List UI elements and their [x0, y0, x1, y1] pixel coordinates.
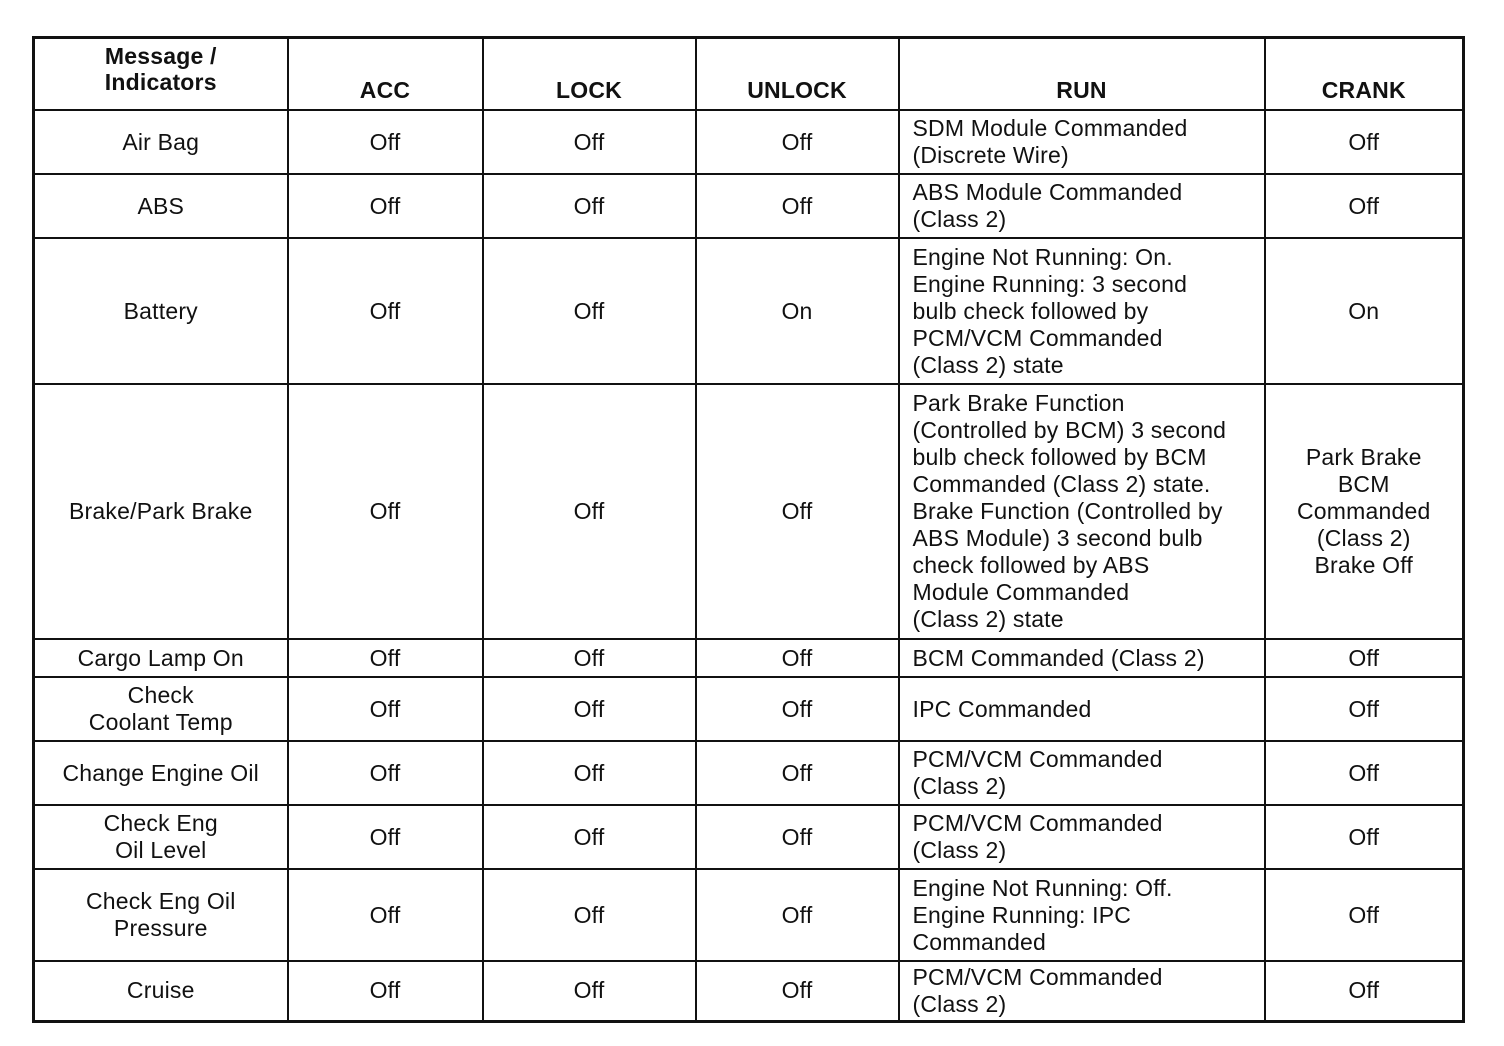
- acc-state-cell: Off: [288, 869, 483, 961]
- crank-state-cell: [1265, 384, 1464, 639]
- run-state-cell-line: Module Commanded: [912, 579, 1130, 605]
- indicator-name-cell-line: Cargo Lamp On: [77, 644, 244, 671]
- lock-state-cell: Off: [483, 174, 696, 238]
- run-state-cell-line: check followed by ABS: [912, 552, 1150, 578]
- unlock-state-cell: On: [696, 238, 899, 384]
- run-state-cell: [899, 174, 1265, 238]
- run-state-cell-line: (Class 2) state: [912, 351, 1064, 378]
- header-message-indicators: [34, 38, 288, 111]
- indicator-name-cell: [34, 174, 288, 238]
- indicator-name-cell-line: ABS: [137, 192, 185, 219]
- indicator-state-table: [32, 36, 1465, 1023]
- indicator-name-cell: [34, 677, 288, 741]
- crank-state-cell-line: Off: [1348, 823, 1380, 850]
- indicator-name-cell-line: Change Engine Oil: [62, 759, 259, 786]
- unlock-state-cell: Off: [696, 384, 899, 639]
- run-state-cell-line: bulb check followed by BCM: [912, 444, 1207, 470]
- indicator-name-cell-line: Pressure: [113, 915, 208, 941]
- unlock-state-cell: Off: [696, 961, 899, 1021]
- run-state-cell-line: (Class 2): [912, 773, 1007, 799]
- crank-state-cell: [1265, 238, 1464, 384]
- run-state-cell: [899, 741, 1265, 805]
- unlock-state-cell: Off: [696, 741, 899, 805]
- crank-state-cell-line: Off: [1348, 192, 1380, 219]
- indicator-name-cell-line: Coolant Temp: [88, 709, 233, 735]
- crank-state-cell: [1265, 110, 1464, 174]
- lock-state-cell: Off: [483, 961, 696, 1021]
- table-body: [34, 110, 1464, 1021]
- acc-state-cell: Off: [288, 961, 483, 1021]
- run-state-cell-line: PCM/VCM Commanded: [912, 746, 1163, 772]
- indicator-name-cell-line: Battery: [123, 297, 198, 324]
- run-state-cell-line: PCM/VCM Commanded: [912, 324, 1163, 351]
- lock-state-cell: Off: [483, 805, 696, 869]
- run-state-cell-line: SDM Module Commanded: [912, 115, 1188, 141]
- run-state-cell-line: PCM/VCM Commanded: [912, 810, 1163, 836]
- run-state-cell-line: (Discrete Wire): [912, 142, 1069, 168]
- acc-state-cell: Off: [288, 639, 483, 677]
- indicator-name-cell-line: Cruise: [126, 977, 195, 1004]
- run-state-cell: [899, 869, 1265, 961]
- crank-state-cell-line: Off: [1348, 901, 1380, 928]
- indicator-name-cell: [34, 805, 288, 869]
- run-state-cell: [899, 805, 1265, 869]
- run-state-cell-line: (Class 2): [912, 990, 1007, 1017]
- acc-state-cell: Off: [288, 677, 483, 741]
- run-state-cell-line: Engine Not Running: On.: [912, 243, 1173, 270]
- run-state-cell-line: Park Brake Function: [912, 390, 1125, 416]
- crank-state-cell: [1265, 741, 1464, 805]
- unlock-state-cell: Off: [696, 677, 899, 741]
- crank-state-cell-line: Off: [1348, 695, 1380, 722]
- crank-state-cell: [1265, 869, 1464, 961]
- crank-state-cell-line: Park Brake: [1305, 444, 1422, 470]
- lock-state-cell: Off: [483, 741, 696, 805]
- crank-state-cell-line: On: [1348, 297, 1380, 324]
- indicator-name-cell-line: Oil Level: [115, 837, 207, 863]
- indicator-name-cell: [34, 384, 288, 639]
- crank-state-cell-line: Brake Off: [1314, 552, 1414, 578]
- header-message-line1: Message /: [104, 43, 217, 69]
- unlock-state-cell: Off: [696, 805, 899, 869]
- crank-state-cell: [1265, 174, 1464, 238]
- crank-state-cell: [1265, 639, 1464, 677]
- table-row: [34, 961, 1464, 1021]
- lock-state-cell: Off: [483, 677, 696, 741]
- table-row: [34, 174, 1464, 238]
- table-row: [34, 238, 1464, 384]
- unlock-state-cell: Off: [696, 869, 899, 961]
- crank-state-cell: [1265, 805, 1464, 869]
- indicator-name-cell-line: Brake/Park Brake: [69, 498, 253, 524]
- run-state-cell-line: IPC Commanded: [912, 695, 1092, 722]
- indicator-name-cell: [34, 961, 288, 1021]
- lock-state-cell: Off: [483, 238, 696, 384]
- run-state-cell: [899, 639, 1265, 677]
- run-state-cell: [899, 384, 1265, 639]
- table-row: [34, 869, 1464, 961]
- indicator-name-cell-line: Air Bag: [122, 128, 200, 155]
- crank-state-cell-line: Off: [1348, 128, 1380, 155]
- run-state-cell-line: BCM Commanded (Class 2): [912, 644, 1205, 671]
- indicator-name-cell-line: Check: [127, 682, 194, 708]
- crank-state-cell-line: Off: [1348, 977, 1380, 1004]
- run-state-cell-line: (Class 2): [912, 206, 1007, 232]
- run-state-cell-line: (Class 2) state: [912, 606, 1064, 632]
- crank-state-cell-line: (Class 2): [1316, 525, 1411, 551]
- indicator-name-cell: [34, 110, 288, 174]
- crank-state-cell: [1265, 677, 1464, 741]
- run-state-cell-line: ABS Module) 3 second bulb: [912, 525, 1203, 551]
- run-state-cell: [899, 677, 1265, 741]
- acc-state-cell: Off: [288, 238, 483, 384]
- table-row: [34, 110, 1464, 174]
- header-crank: CRANK: [1265, 38, 1464, 111]
- lock-state-cell: Off: [483, 639, 696, 677]
- table-row: [34, 384, 1464, 639]
- table-header-row: [34, 38, 1464, 111]
- crank-state-cell-line: Commanded: [1297, 498, 1431, 524]
- run-state-cell: [899, 961, 1265, 1021]
- header-unlock: UNLOCK: [696, 38, 899, 111]
- indicator-name-cell-line: Check Eng Oil: [85, 888, 236, 914]
- lock-state-cell: Off: [483, 384, 696, 639]
- crank-state-cell-line: Off: [1348, 759, 1380, 786]
- header-lock: LOCK: [483, 38, 696, 111]
- run-state-cell-line: Brake Function (Controlled by: [912, 498, 1223, 524]
- crank-state-cell: [1265, 961, 1464, 1021]
- lock-state-cell: Off: [483, 869, 696, 961]
- unlock-state-cell: Off: [696, 174, 899, 238]
- run-state-cell-line: (Controlled by BCM) 3 second: [912, 417, 1227, 443]
- unlock-state-cell: Off: [696, 639, 899, 677]
- lock-state-cell: Off: [483, 110, 696, 174]
- run-state-cell-line: Commanded (Class 2) state.: [912, 471, 1211, 497]
- indicator-name-cell: [34, 639, 288, 677]
- run-state-cell-line: Engine Running: IPC: [912, 901, 1132, 928]
- acc-state-cell: Off: [288, 110, 483, 174]
- header-run: RUN: [899, 38, 1265, 111]
- table-row: [34, 741, 1464, 805]
- indicator-name-cell: [34, 238, 288, 384]
- crank-state-cell-line: BCM: [1337, 471, 1390, 497]
- unlock-state-cell: Off: [696, 110, 899, 174]
- header-acc: ACC: [288, 38, 483, 111]
- acc-state-cell: Off: [288, 805, 483, 869]
- run-state-cell-line: Engine Running: 3 second: [912, 270, 1188, 297]
- table-row: [34, 677, 1464, 741]
- crank-state-cell-line: Off: [1348, 644, 1380, 671]
- header-message-line2: Indicators: [104, 69, 217, 95]
- acc-state-cell: Off: [288, 384, 483, 639]
- acc-state-cell: Off: [288, 741, 483, 805]
- run-state-cell-line: (Class 2): [912, 837, 1007, 863]
- indicator-name-cell: [34, 741, 288, 805]
- acc-state-cell: Off: [288, 174, 483, 238]
- table-row: [34, 639, 1464, 677]
- run-state-cell-line: bulb check followed by: [912, 297, 1149, 324]
- run-state-cell-line: Engine Not Running: Off.: [912, 874, 1173, 901]
- run-state-cell-line: PCM/VCM Commanded: [912, 963, 1163, 990]
- indicator-name-cell-line: Check Eng: [103, 810, 218, 836]
- run-state-cell: [899, 110, 1265, 174]
- run-state-cell-line: Commanded: [912, 928, 1046, 955]
- run-state-cell-line: ABS Module Commanded: [912, 179, 1183, 205]
- run-state-cell: [899, 238, 1265, 384]
- indicator-name-cell: [34, 869, 288, 961]
- table-row: [34, 805, 1464, 869]
